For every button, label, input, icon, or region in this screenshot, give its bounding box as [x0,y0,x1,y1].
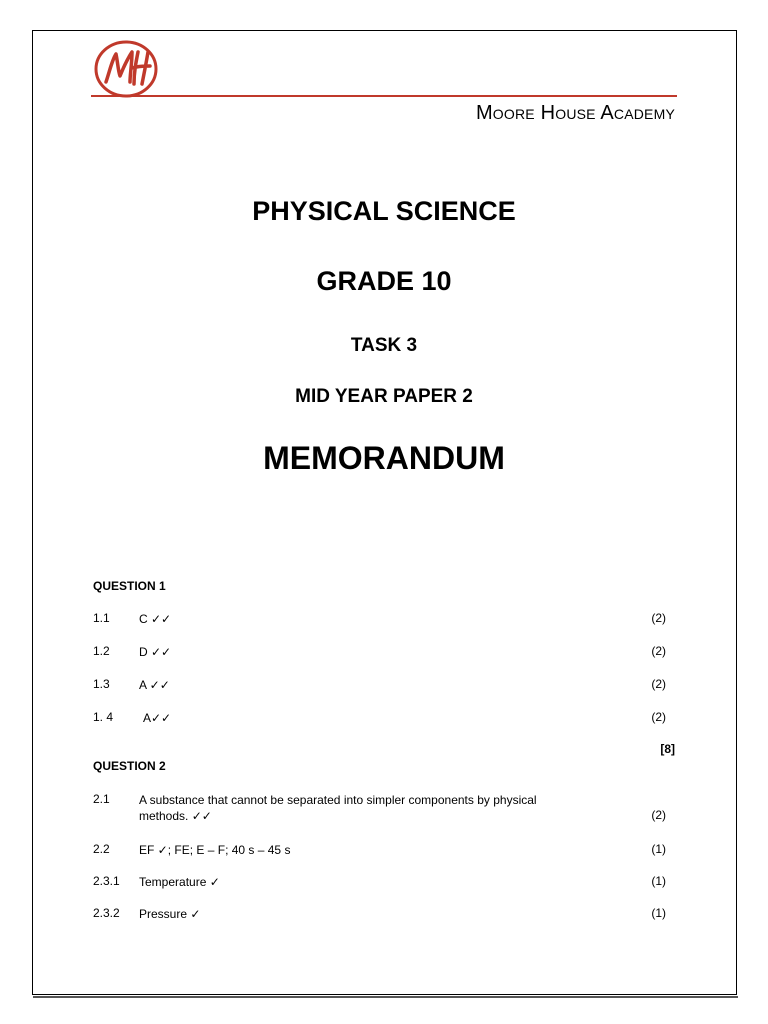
question-number: 2.3.1 [93,874,120,888]
task-title: TASK 3 [350,335,418,356]
question-number: 1. 4 [93,710,114,724]
answer-text: C ✓✓ [139,612,172,626]
question-1-heading: QUESTION 1 [93,579,166,593]
question-2-heading: QUESTION 2 [93,759,166,773]
answer-text: Pressure ✓ [139,907,201,921]
mark-allocation: (1) [651,842,666,856]
school-logo [94,40,158,98]
memorandum-title: MEMORANDUM [263,440,505,476]
question-1-total: [8] [660,742,675,756]
question-number: 1.3 [93,677,110,691]
grade-title: GRADE 10 [316,266,452,296]
header-rule [91,95,677,97]
answer-text: Temperature ✓ [139,875,220,889]
answer-text: A✓✓ [143,711,172,725]
school-name: Moore House Academy [475,102,675,124]
answer-row [93,792,673,826]
question-number: 2.1 [93,792,110,806]
question-number: 1.1 [93,611,110,625]
mark-allocation: (1) [651,874,666,888]
question-number: 1.2 [93,644,110,658]
answer-text: A substance that cannot be separated into simpler components by physical methods. ✓✓ [139,793,537,823]
subject-title: PHYSICAL SCIENCE [252,196,516,226]
page-border-shadow [33,996,738,998]
paper-title: MID YEAR PAPER 2 [295,386,473,407]
mark-allocation: (2) [651,808,666,822]
mark-allocation: (2) [651,710,666,724]
mark-allocation: (1) [651,906,666,920]
question-number: 2.2 [93,842,110,856]
mark-allocation: (2) [651,611,666,625]
answer-text: EF ✓; FE; E – F; 40 s – 45 s [139,843,291,857]
question-number: 2.3.2 [93,906,120,920]
mark-allocation: (2) [651,644,666,658]
answer-text: D ✓✓ [139,645,172,659]
answer-text: A ✓✓ [139,678,170,692]
mark-allocation: (2) [651,677,666,691]
